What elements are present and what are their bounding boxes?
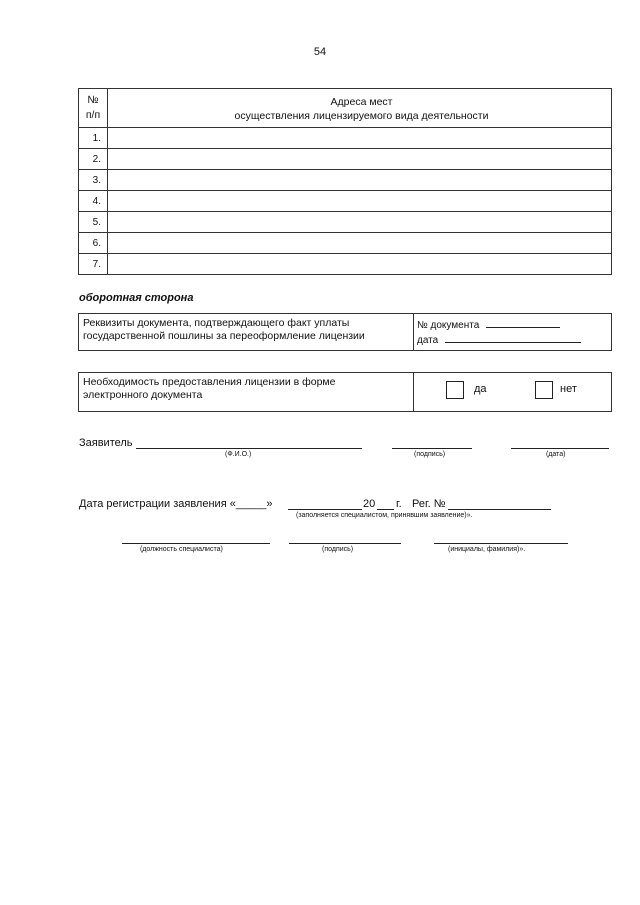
electronic-description [79, 373, 414, 412]
registration-year-field[interactable] [377, 509, 394, 510]
reverse-side-heading: оборотная сторона [79, 292, 194, 304]
requisites-description [79, 314, 414, 351]
registration-note: (заполняется специалистом, принявшим заявление)». [296, 512, 473, 519]
address-cell[interactable] [108, 128, 612, 149]
date-caption: (дата) [546, 451, 566, 458]
reg-number-field[interactable] [448, 509, 551, 510]
address-cell[interactable] [108, 254, 612, 275]
addresses-table-header [79, 89, 612, 128]
address-cell[interactable] [108, 170, 612, 191]
page-number: 54 [313, 46, 327, 58]
address-cell[interactable] [108, 191, 612, 212]
row-number: 2. [79, 149, 108, 170]
col-addr-header [108, 89, 612, 128]
electronic-line1: Необходимость предоставления лицензии в форме [83, 376, 336, 388]
registration-label: Дата регистрации заявления «_____» [79, 498, 273, 510]
table-row [79, 191, 612, 212]
row-number: 4. [79, 191, 108, 212]
row-number: 3. [79, 170, 108, 191]
electronic-choice [414, 373, 612, 412]
reg-number-label: Рег. № [412, 498, 446, 510]
no-checkbox[interactable] [535, 381, 553, 399]
doc-number-label: № документа [417, 320, 480, 331]
table-row [79, 254, 612, 275]
electronic-line2: электронного документа [83, 389, 203, 401]
address-cell[interactable] [108, 149, 612, 170]
table-row [79, 149, 612, 170]
col-num-header [79, 89, 108, 128]
address-cell[interactable] [108, 212, 612, 233]
doc-number-row [417, 317, 608, 332]
addresses-table [78, 88, 612, 275]
requisites-line1: Реквизиты документа, подтверждающего факт уплаты [83, 317, 350, 329]
registration-year-prefix: 20 [363, 498, 376, 510]
initials-caption: (инициалы, фамилия)». [448, 546, 526, 553]
no-label: нет [560, 383, 577, 395]
applicant-fio-field[interactable] [136, 448, 362, 449]
electronic-doc-table [78, 372, 612, 412]
signature-caption: (подпись) [414, 451, 446, 458]
date-field[interactable] [445, 332, 581, 343]
requisites-line2: государственной пошлины за переоформление лицензии [83, 330, 365, 342]
table-row [79, 212, 612, 233]
doc-number-field[interactable] [486, 317, 560, 328]
applicant-date-field[interactable] [511, 448, 609, 449]
table-row [79, 233, 612, 254]
specialist-signature-caption: (подпись) [322, 546, 354, 553]
applicant-signature-field[interactable] [392, 448, 472, 449]
fio-caption: (Ф.И.О.) [225, 451, 252, 458]
registration-year-suffix: г. [396, 498, 402, 510]
requisites-fields [414, 314, 612, 351]
row-number: 6. [79, 233, 108, 254]
row-number: 7. [79, 254, 108, 275]
yes-label: да [474, 383, 487, 395]
requisites-table [78, 313, 612, 351]
col-addr-header-line2: осуществления лицензируемого вида деятельности [234, 110, 489, 122]
row-number: 5. [79, 212, 108, 233]
col-num-header-line2: п/п [85, 109, 101, 121]
registration-month-field[interactable] [288, 509, 362, 510]
yes-checkbox[interactable] [446, 381, 464, 399]
address-cell[interactable] [108, 233, 612, 254]
date-row [417, 332, 608, 347]
specialist-initials-field[interactable] [434, 543, 568, 544]
table-row [79, 128, 612, 149]
date-label: дата [417, 335, 439, 346]
row-number: 1. [79, 128, 108, 149]
position-caption: (должность специалиста) [140, 546, 223, 553]
specialist-signature-field[interactable] [289, 543, 401, 544]
applicant-label: Заявитель [79, 437, 133, 449]
col-addr-header-line1: Адреса мест [330, 96, 393, 108]
col-num-header-line1: № [87, 94, 99, 106]
table-row [79, 170, 612, 191]
specialist-position-field[interactable] [122, 543, 270, 544]
